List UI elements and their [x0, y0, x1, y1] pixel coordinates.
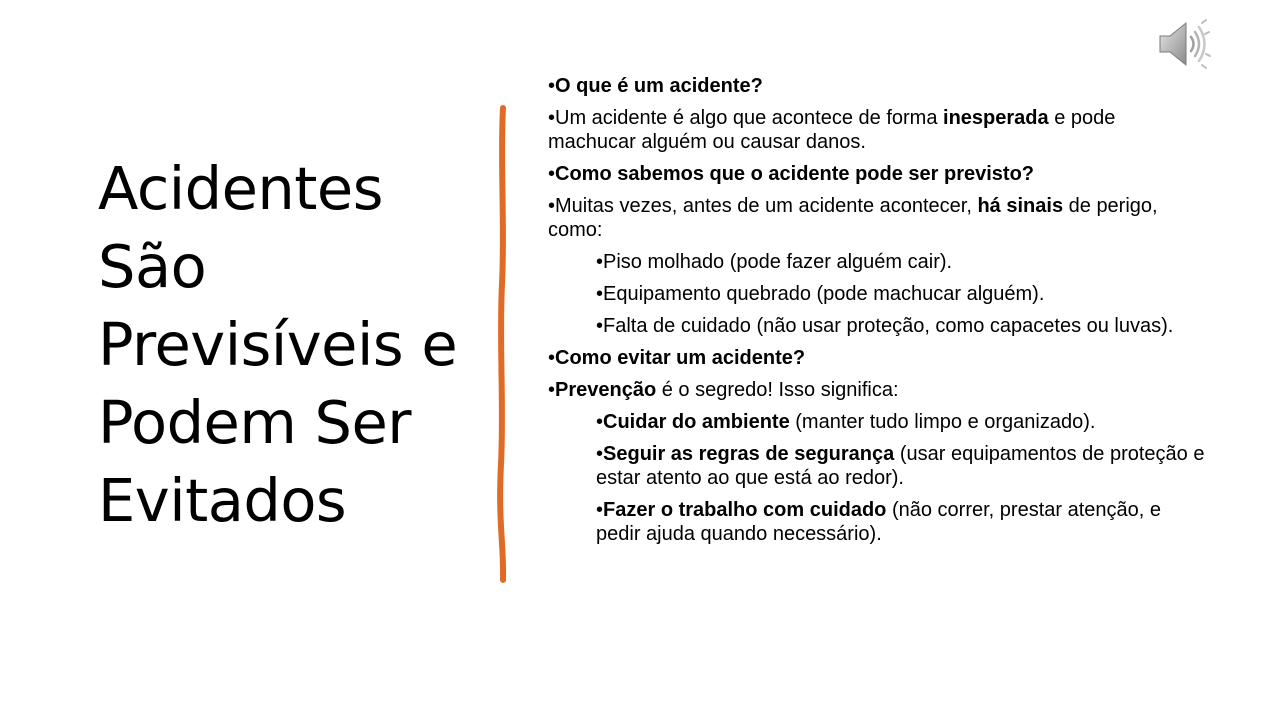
bullet-text: é o segredo! Isso significa:: [656, 379, 899, 401]
bullet-text: •: [548, 379, 556, 401]
bullet-bold-text: há sinais: [977, 195, 1064, 217]
bullet-bold-text: Prevenção: [555, 379, 657, 401]
title-line: Podem Ser: [98, 388, 412, 457]
bullet-text: •: [596, 499, 604, 521]
bullet-list: [548, 74, 1208, 554]
bullet-text: •: [548, 163, 556, 185]
bullet-item: [548, 106, 1208, 154]
bullet-text: •: [548, 75, 556, 97]
vertical-divider: [496, 104, 510, 584]
bullet-text: •: [548, 347, 556, 369]
speaker-icon[interactable]: [1156, 18, 1212, 70]
slide-title: [98, 150, 488, 540]
bullet-item: [548, 346, 1208, 370]
bullet-bold-text: Cuidar do ambiente: [603, 411, 790, 433]
bullet-bold-text: Como evitar um acidente?: [555, 347, 806, 369]
sub-bullet-item: [596, 282, 1208, 306]
bullet-item: [548, 194, 1208, 242]
bullet-text: de perigo, como:: [548, 195, 1158, 241]
bullet-bold-text: Como sabemos que o acidente pode ser previsto?: [555, 163, 1035, 185]
title-line: Acidentes: [98, 154, 383, 223]
bullet-text: •Muitas vezes, antes de um acidente acontecer,: [548, 195, 978, 217]
bullet-text: (manter tudo limpo e organizado).: [789, 411, 1096, 433]
bullet-item: [548, 74, 1208, 98]
bullet-bold-text: O que é um acidente?: [555, 75, 763, 97]
bullet-text: •Equipamento quebrado (pode machucar alguém).: [596, 283, 1045, 305]
title-line: Evitados: [98, 466, 347, 535]
bullet-text: (não correr, prestar atenção, e pedir ajuda quando necessário).: [596, 499, 1161, 545]
bullet-text: •: [596, 411, 604, 433]
title-line: Previsíveis e: [98, 310, 458, 379]
bullet-item: [548, 162, 1208, 186]
bullet-bold-text: Seguir as regras de segurança: [603, 443, 895, 465]
bullet-bold-text: Fazer o trabalho com cuidado: [603, 499, 887, 521]
bullet-text: •: [596, 443, 604, 465]
bullet-text: (usar equipamentos de proteção e estar atento ao que está ao redor).: [596, 443, 1205, 489]
title-line: São: [98, 232, 207, 301]
bullet-text: •Piso molhado (pode fazer alguém cair).: [596, 251, 953, 273]
bullet-item: [548, 378, 1208, 402]
bullet-text: •Falta de cuidado (não usar proteção, como capacetes ou luvas).: [596, 315, 1174, 337]
bullet-bold-text: inesperada: [943, 107, 1049, 129]
sub-bullet-item: [596, 442, 1208, 490]
sub-bullet-item: [596, 250, 1208, 274]
sub-bullet-item: [596, 314, 1208, 338]
bullet-text: e pode machucar alguém ou causar danos.: [548, 107, 1116, 153]
bullet-text: •Um acidente é algo que acontece de forma: [548, 107, 944, 129]
sub-bullet-item: [596, 410, 1208, 434]
sub-bullet-item: [596, 498, 1208, 546]
